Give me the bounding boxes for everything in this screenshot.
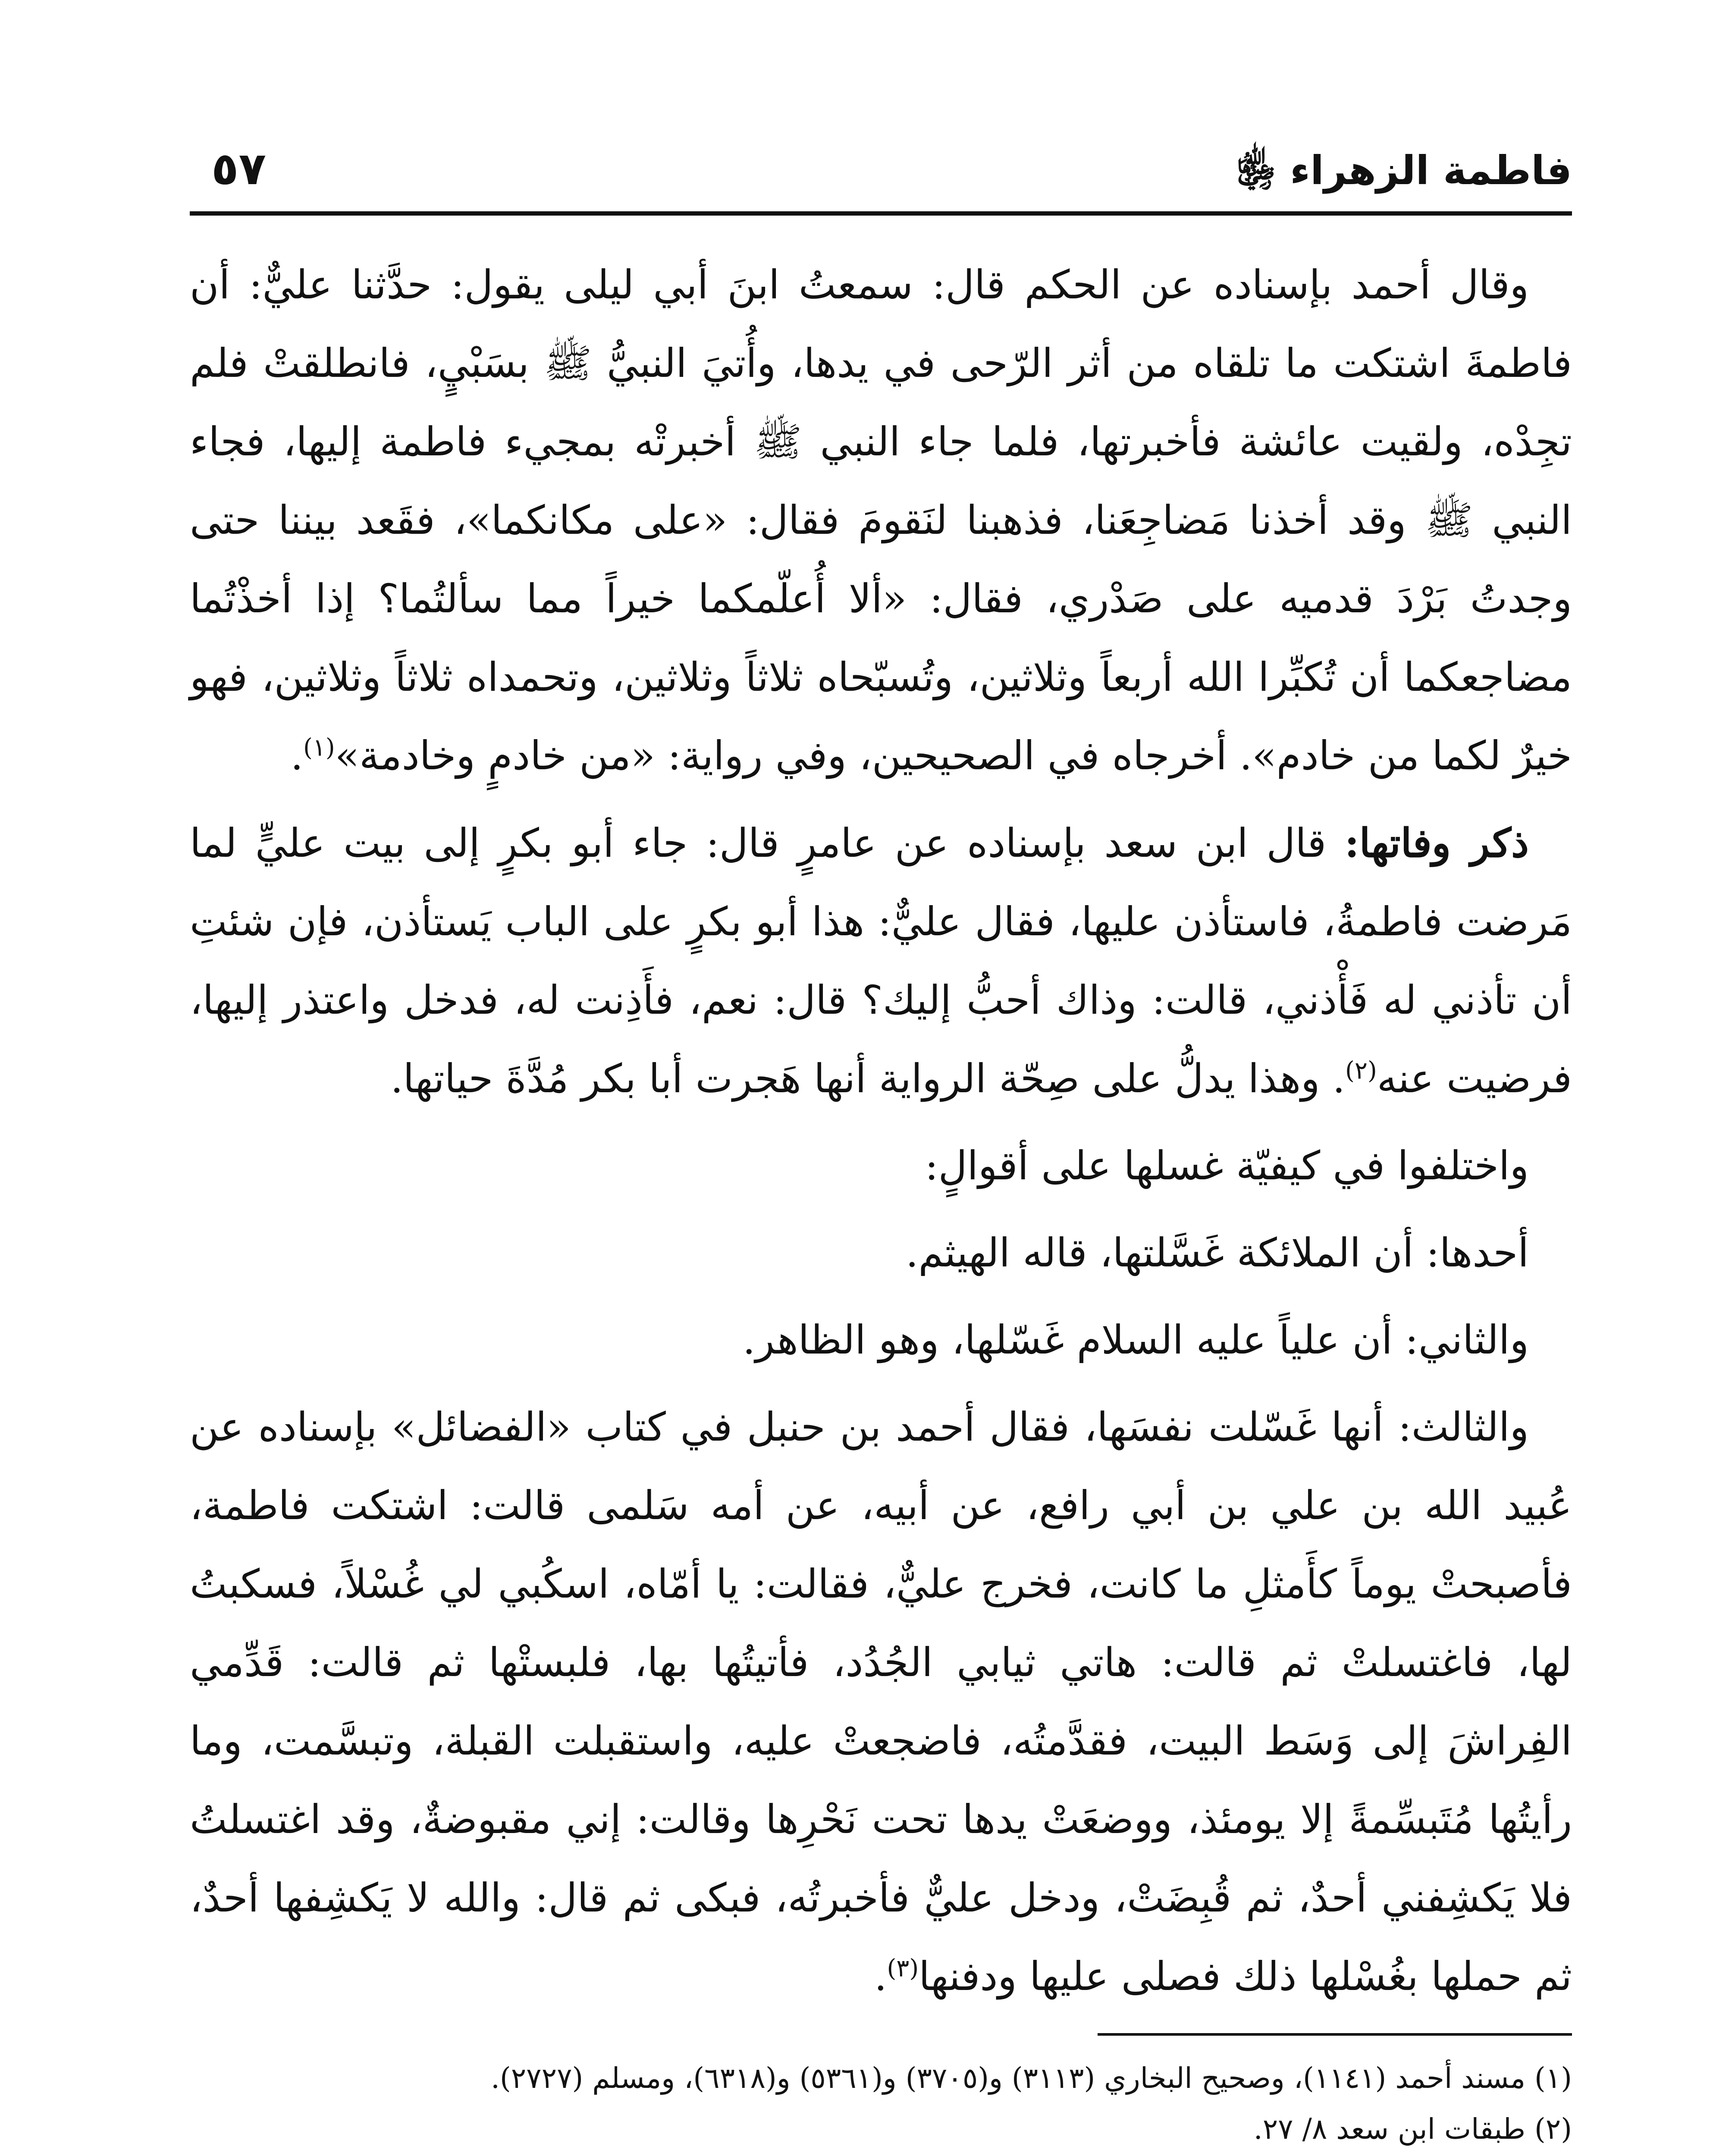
paragraph-2: [190, 804, 1572, 1118]
paragraph-1: وقال أحمد بإسناده عن الحكم قال: سمعتُ ابنَ أبي ليلى يقول: حدَّثنا عليٌّ: أن فاطمةَ اشتكت ما تلقاه من أثر الرّحى في يدها، وأُتيَ النبيُّ ﷺ بسَبْيٍ، فانطلقتْ فلم تجِدْه، ولقيت عائشة فأخبرتها، فلما جاء النبي ﷺ أخبرتْه بمجيء فاطمة إليها، فجاء النبي ﷺ وقد أخذنا مَضاجِعَنا، فذهبنا لنَقومَ فقال: «على مكانكما»، فقَعد بيننا حتى وجدتُ بَرْدَ قدميه على صَدْري، فقال: «ألا أُعلّمكما خيراً مما سألتُما؟ إذا أخذْتُما مضاجعكما أن تُكبِّرا الله أربعاً وثلاثين، وتُسبّحاه ثلاثاً وثلاثين، وتحمداه ثلاثاً وثلاثين، فهو خيرٌ لكما من خادم». أخرجاه في الصحيحين، وفي رواية: «من خادمٍ وخادمة»$^{(١)}$.: [190, 262, 1572, 779]
paragraph-2-text: قال ابن سعد بإسناده عن عامرٍ قال: جاء أبو بكرٍ إلى بيت عليٍّ لما مَرضت فاطمةُ، فاستأذن عليها، فقال عليٌّ: هذا أبو بكرٍ على الباب يَستأذن، فإن شئتِ أن تأذني له فَأْذني، قالت: وذاك أحبُّ إليك؟ قال: نعم، فأَذِنت له، فدخل واعتذر إليها، فرضيت عنه: [190, 820, 1572, 1102]
paragraph-1-text: وقال أحمد بإسناده عن الحكم قال: سمعتُ ابنَ أبي ليلى يقول: حدَّثنا عليٌّ: أن فاطمةَ اشتكت ما تلقاه من أثر الرّحى في يدها، وأُتيَ النبيُّ ﷺ بسَبْيٍ، فانطلقتْ فلم تجِدْه، ولقيت عائشة فأخبرتها، فلما جاء النبي ﷺ أخبرتْه بمجيء فاطمة إليها، فجاء النبي ﷺ وقد أخذنا مَضاجِعَنا، فذهبنا لنَقومَ فقال: «على مكانكما»، فقَعد بيننا حتى وجدتُ بَرْدَ قدميه على صَدْري، فقال: «ألا أُعلّمكما خيراً مما سألتُما؟ إذا أخذْتُما مضاجعكما أن تُكبِّرا الله أربعاً وثلاثين، وتُسبّحاه ثلاثاً وثلاثين، وتحمداه ثلاثاً وثلاثين، فهو خيرٌ لكما من خادم». أخرجاه في الصحيحين، وفي رواية: «من خادمٍ وخادمة»: [190, 262, 1572, 779]
paragraph-4: أحدها: أن الملائكة غَسَّلتها، قاله الهيثم.: [906, 1230, 1529, 1276]
book-page: [190, 142, 1572, 2156]
page-number: ٥٧: [211, 142, 266, 195]
paragraph-2-text-continued: . وهذا يدلُّ على صِحّة الرواية أنها هَجرت أبا بكر مُدَّةَ حياتها.: [390, 1056, 1346, 1102]
footnote-2: (٢) طبقات ابن سعد ٨/ ٢٧.: [1253, 2112, 1572, 2146]
paragraph-6-text: والثالث: أنها غَسّلت نفسَها، فقال أحمد بن حنبل في كتاب «الفضائل» بإسناده عن عُبيد الله بن علي بن أبي رافع، عن أبيه، عن أمه سَلمى قالت: اشتكت فاطمة، فأصبحتْ يوماً كأَمثلِ ما كانت، فخرج عليٌّ، فقالت: يا أمّاه، اسكُبي لي غُسْلاً، فسكبتُ لها، فاغتسلتْ ثم قالت: هاتي ثيابي الجُدُد، فأتيتُها بها، فلبستْها ثم قالت: قَدِّمي الفِراشَ إلى وَسَط البيت، فقدَّمتُه، فاضجعتْ عليه، واستقبلت القبلة، وتبسَّمت، وما رأيتُها مُتَبسِّمةً إلا يومئذ، ووضعَتْ يدها تحت نَحْرِها وقالت: إني مقبوضةٌ، وقد اغتسلتُ فلا يَكشِفني أحدٌ، ثم قُبِضَتْ، ودخل عليٌّ فأخبرتُه، فبكى ثم قال: والله لا يَكشِفها أحدٌ، ثم حملها بغُسْلها ذلك فصلى عليها ودفنها: [190, 1404, 1572, 1999]
section-heading-death: ذكر وفاتها:: [1344, 820, 1529, 866]
running-title: فاطمة الزهراء ﵂: [1236, 147, 1572, 194]
paragraph-5: والثاني: أن علياً عليه السلام غَسّلها، وهو الظاهر.: [743, 1317, 1529, 1363]
footnotes: [190, 2053, 1572, 2156]
main-text: [190, 246, 1572, 2016]
footnote-divider: [1098, 2033, 1572, 2036]
footnote-1: (١) مسند أحمد (١١٤١)، وصحيح البخاري (٣١١٣) و(٣٧٠٥) و(٥٣٦١) و(٦٣١٨)، ومسلم (٢٧٢٧).: [491, 2062, 1572, 2095]
footnote-ref-3: (٣): [887, 1954, 919, 1983]
running-header: [190, 142, 1572, 216]
footnote-ref-2: (٢): [1345, 1056, 1377, 1085]
paragraph-6: والثالث: أنها غَسّلت نفسَها، فقال أحمد بن حنبل في كتاب «الفضائل» بإسناده عن عُبيد الله بن علي بن أبي رافع، عن أبيه، عن أمه سَلمى قالت: اشتكت فاطمة، فأصبحتْ يوماً كأَمثلِ ما كانت، فخرج عليٌّ، فقالت: يا أمّاه، اسكُبي لي غُسْلاً، فسكبتُ لها، فاغتسلتْ ثم قالت: هاتي ثيابي الجُدُد، فأتيتُها بها، فلبستْها ثم قالت: قَدِّمي الفِراشَ إلى وَسَط البيت، فقدَّمتُه، فاضجعتْ عليه، واستقبلت القبلة، وتبسَّمت، وما رأيتُها مُتَبسِّمةً إلا يومئذ، ووضعَتْ يدها تحت نَحْرِها وقالت: إني مقبوضةٌ، وقد اغتسلتُ فلا يَكشِفني أحدٌ، ثم قُبِضَتْ، ودخل عليٌّ فأخبرتُه، فبكى ثم قال: والله لا يَكشِفها أحدٌ، ثم حملها بغُسْلها ذلك فصلى عليها ودفنها$^{(٣)}$.: [190, 1404, 1572, 1999]
footnote-ref-1: (١): [303, 733, 335, 762]
paragraph-3: واختلفوا في كيفيّة غسلها على أقوالٍ:: [925, 1143, 1529, 1189]
